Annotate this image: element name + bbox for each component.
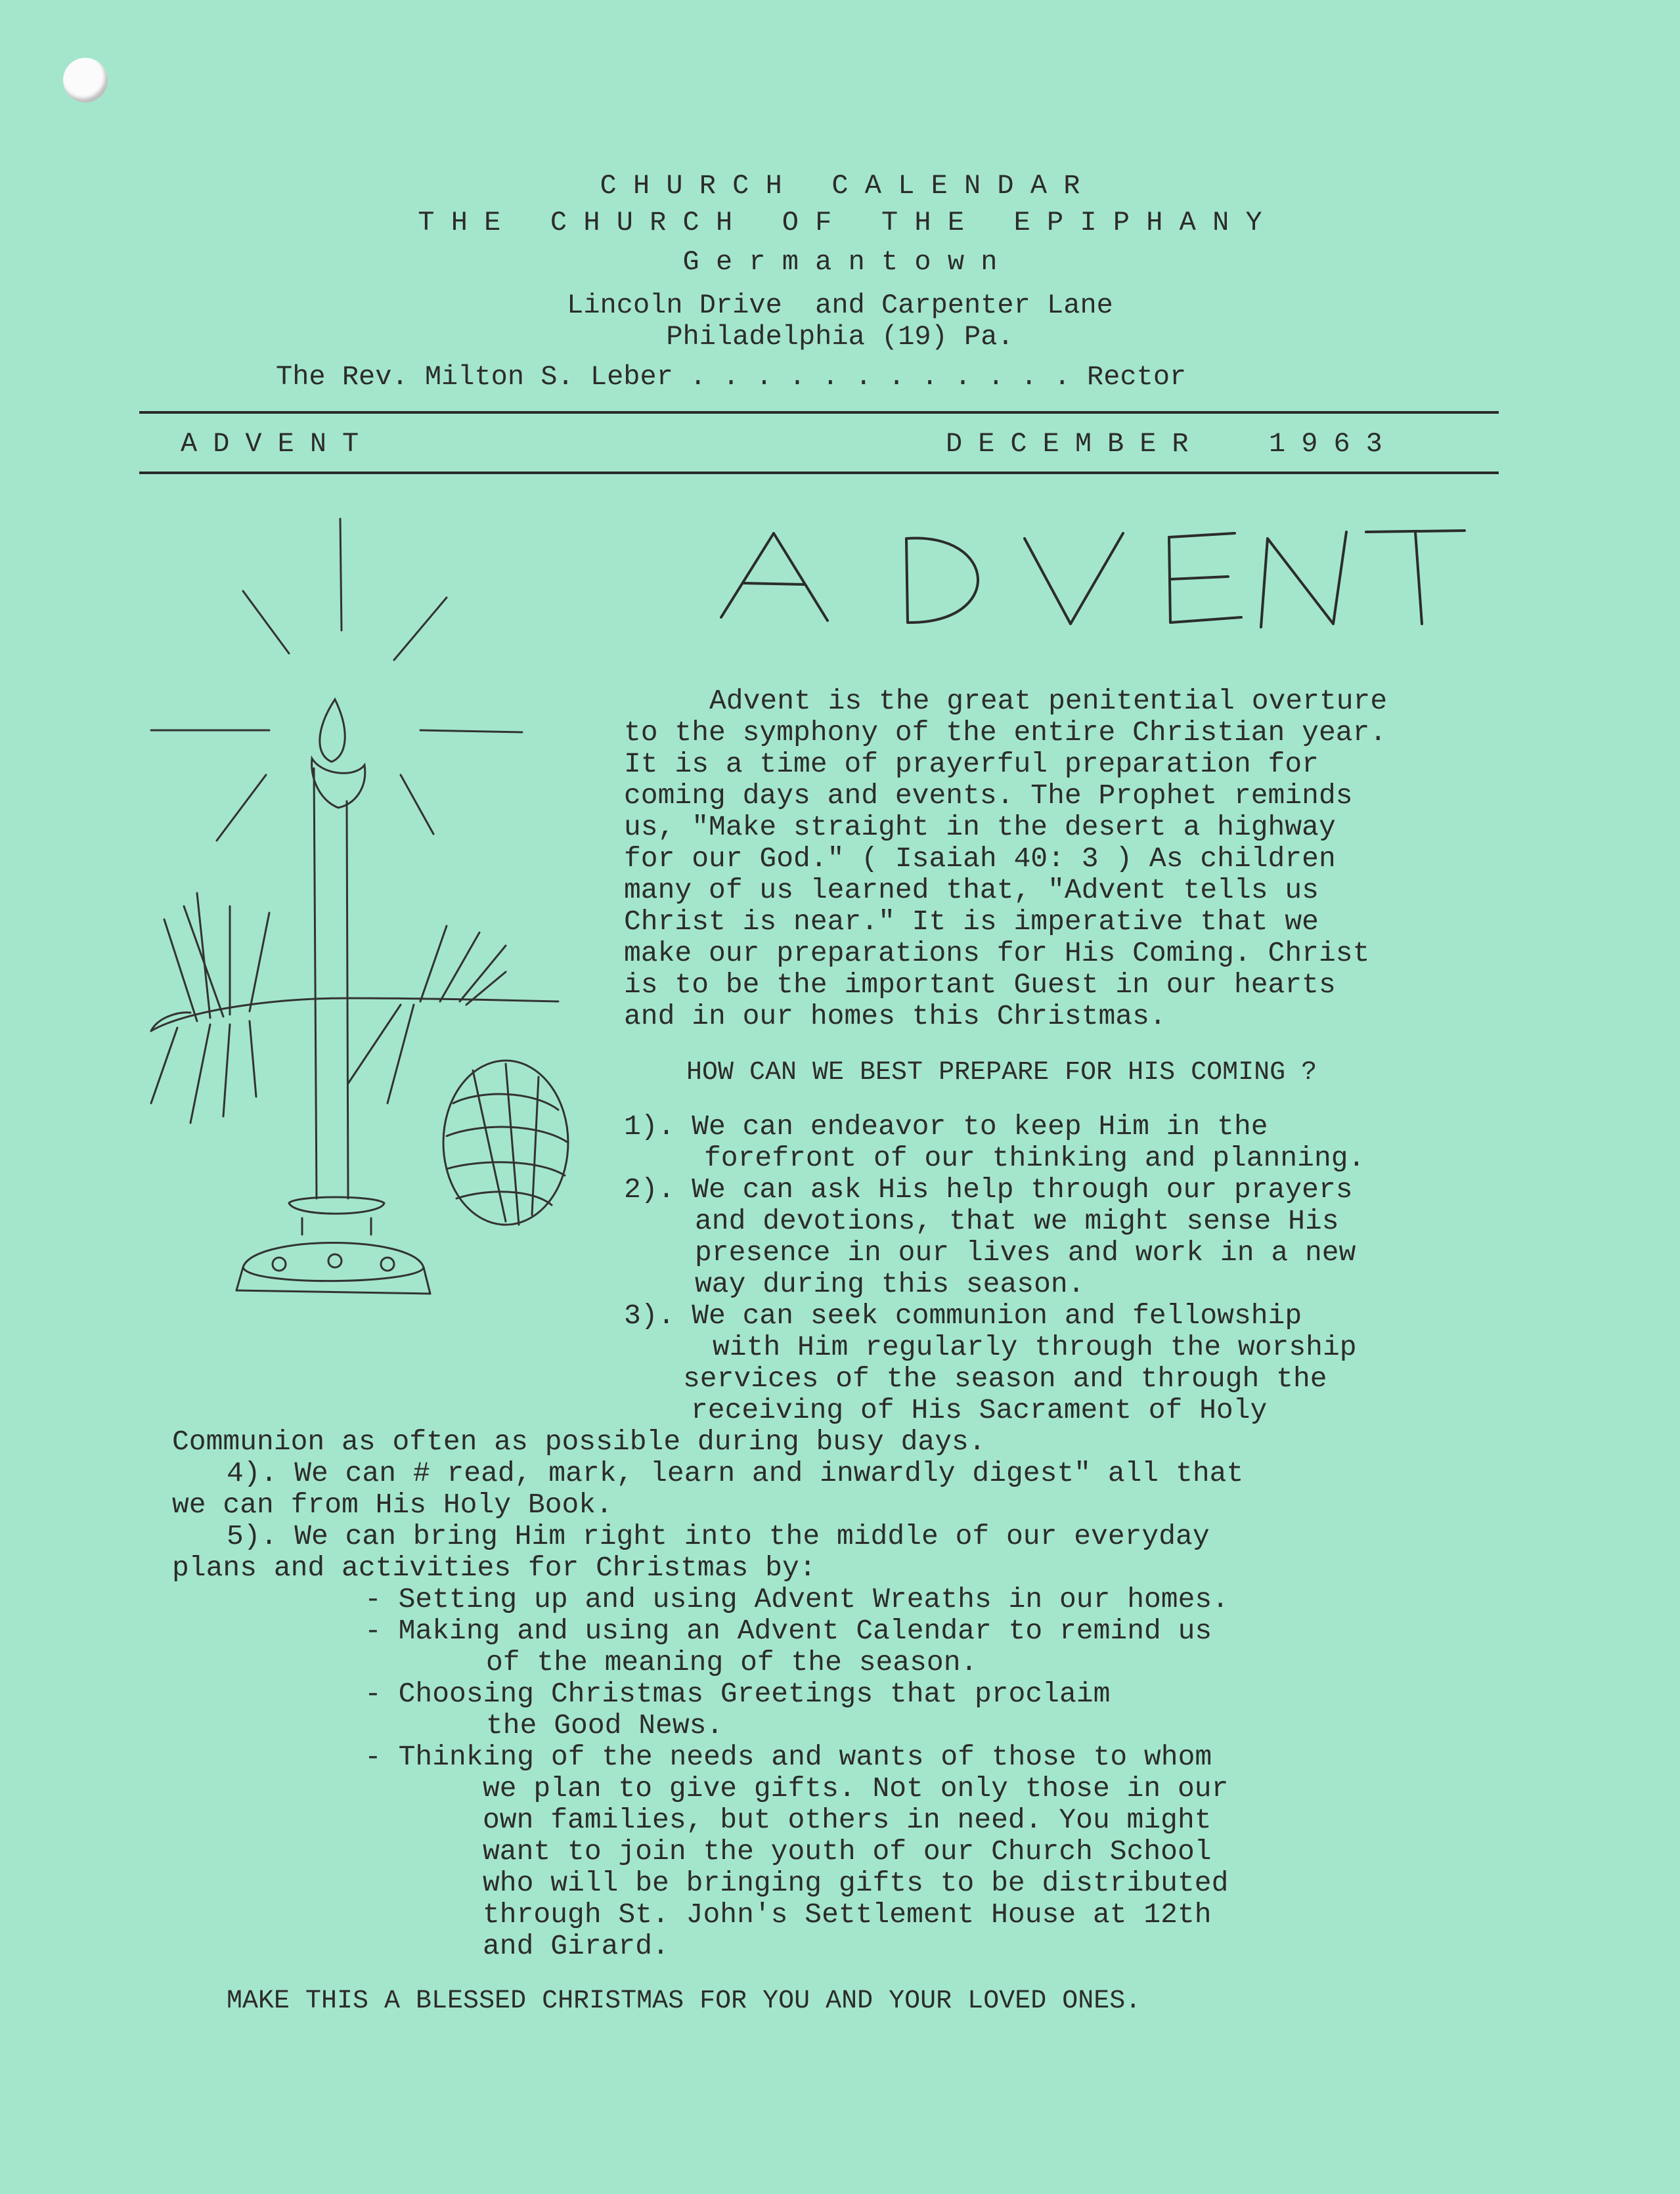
intro-line-8: Christ is near." It is imperative that we [624, 906, 1319, 938]
point-3-line-4: receiving of His Sacrament of Holy [691, 1394, 1268, 1426]
dash-item-4-line-2: we plan to give gifts. Not only those in our [483, 1772, 1229, 1805]
city-address: Philadelphia (19) Pa. [666, 321, 1014, 353]
calendar-heading: C H U R C H C A L E N D A R [600, 170, 1080, 202]
church-name: T H E C H U R C H O F T H E E P I P H A N Y [418, 207, 1262, 238]
point-2-line-1: 2). We can ask His help through our prayers [624, 1174, 1353, 1206]
point-2-line-4: way during this season. [695, 1268, 1085, 1300]
question-heading: HOW CAN WE BEST PREPARE FOR HIS COMING ? [686, 1058, 1317, 1087]
intro-line-3: It is a time of prayerful preparation for [624, 748, 1319, 780]
candle-pinecone-illustration [138, 512, 585, 1346]
top-divider [139, 411, 1499, 414]
point-1-line-1: 1). We can endeavor to keep Him in the [624, 1110, 1268, 1143]
dash-item-3-line-1: - Choosing Christmas Greetings that proclaim [365, 1678, 1111, 1710]
point-4-line-1: 4). We can # read, mark, learn and inwardly digest" all that [227, 1457, 1244, 1489]
street-address: Lincoln Drive and Carpenter Lane [567, 290, 1113, 321]
point-5-line-1: 5). We can bring Him right into the middle of our everyday [227, 1520, 1210, 1552]
dash-item-4-line-1: - Thinking of the needs and wants of those to whom [365, 1741, 1212, 1773]
intro-line-11: and in our homes this Christmas. [624, 1000, 1166, 1032]
rector-line: The Rev. Milton S. Leber . . . . . . . . . . . . Rector [276, 361, 1187, 393]
intro-line-9: make our preparations for His Coming. Christ [624, 937, 1370, 969]
point-1-line-2: forefront of our thinking and planning. [704, 1142, 1365, 1174]
point-5-line-2: plans and activities for Christmas by: [172, 1552, 816, 1584]
closing-line: MAKE THIS A BLESSED CHRISTMAS FOR YOU AND YOUR LOVED ONES. [227, 1986, 1141, 2016]
dash-item-4-line-3: own families, but others in need. You might [483, 1804, 1212, 1836]
intro-line-2: to the symphony of the entire Christian year. [624, 716, 1387, 749]
intro-line-6: for our God." ( Isaiah 40: 3 ) As children [624, 843, 1336, 875]
point-3-line-5: Communion as often as possible during busy days. [172, 1426, 986, 1458]
punch-hole [63, 58, 108, 102]
point-4-line-2: we can from His Holy Book. [172, 1489, 613, 1521]
intro-line-1: Advent is the great penitential overture [709, 685, 1388, 717]
intro-line-7: many of us learned that, "Advent tells us [624, 874, 1319, 906]
intro-line-10: is to be the important Guest in our hearts [624, 969, 1336, 1001]
intro-line-5: us, "Make straight in the desert a highway [624, 811, 1336, 843]
dash-item-4-line-4: want to join the youth of our Church School [483, 1835, 1212, 1868]
dash-item-2-line-1: - Making and using an Advent Calendar to remind us [365, 1615, 1212, 1647]
point-3-line-3: services of the season and through the [683, 1363, 1327, 1395]
dash-item-2-line-2: of the meaning of the season. [486, 1646, 978, 1678]
dash-item-4-line-7: and Girard. [483, 1930, 669, 1962]
bottom-divider [139, 472, 1499, 474]
intro-line-4: coming days and events. The Prophet reminds [624, 779, 1353, 812]
dash-item-3-line-2: the Good News. [486, 1709, 724, 1742]
point-2-line-2: and devotions, that we might sense His [695, 1205, 1339, 1237]
issue-date: DECEMBER 1963 [946, 428, 1398, 460]
advent-title [716, 519, 1478, 637]
locality: G e r m a n t o w n [682, 246, 998, 278]
dash-item-4-line-5: who will be bringing gifts to be distributed [483, 1867, 1229, 1899]
dash-item-4-line-6: through St. John's Settlement House at 12th [483, 1898, 1212, 1931]
point-2-line-3: presence in our lives and work in a new [695, 1237, 1356, 1269]
dash-item-1: - Setting up and using Advent Wreaths in our homes. [365, 1583, 1229, 1615]
issue-season: ADVENT [181, 428, 375, 460]
point-3-line-2: with Him regularly through the worship [713, 1331, 1357, 1363]
point-3-line-1: 3). We can seek communion and fellowship [624, 1300, 1302, 1332]
